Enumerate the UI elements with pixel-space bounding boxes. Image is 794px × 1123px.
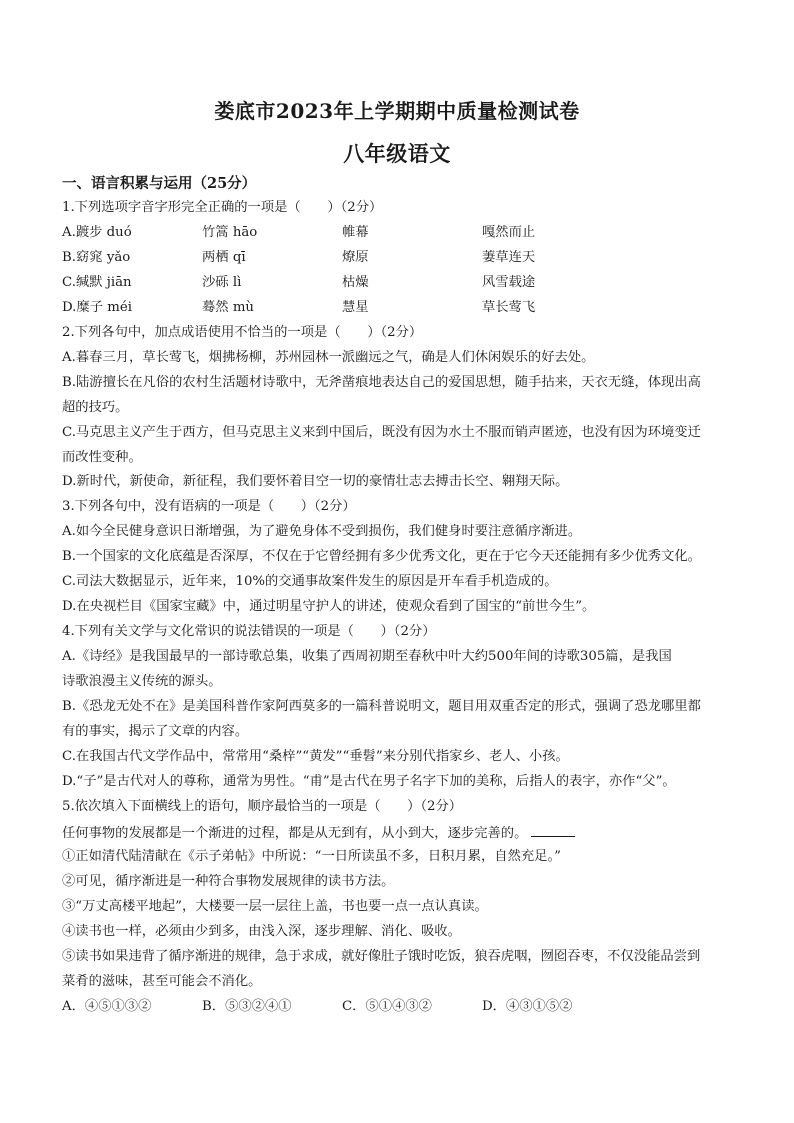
q1-option-a-word4: 嘎然而止 — [482, 225, 536, 240]
q1-option-d-word1: D.糜子 méi — [62, 300, 132, 315]
q5-option-d: D．④③①⑤② — [482, 999, 573, 1014]
q1-option-d-word4: 草长莺飞 — [482, 300, 536, 315]
q5-sentence-3: ③“万丈高楼平地起”，大楼要一层一层往上盖，书也要一点一点认真读。 — [62, 899, 488, 914]
q2-option-c-cont: 而改性变种。 — [62, 450, 142, 465]
q4-option-b: B.《恐龙无处不在》是美国科普作家阿西莫多的一篇科普说明文，题目用双重否定的形式，强调了恐龙哪里都 — [62, 699, 701, 714]
q4-option-c: C.在我国古代文学作品中，常常用“桑梓”“黄发”“垂髫”来分别代指家乡、老人、小孩。 — [62, 749, 569, 764]
question-2-stem: 2.下列各句中，加点成语使用不恰当的一项是（ ）（2分） — [62, 325, 423, 340]
q5-sentence-2: ②可见，循序渐进是一种符合事物发展规律的读书方法。 — [62, 874, 395, 889]
q2-option-c: C.马克思主义产生于西方，但马克思主义来到中国后，既没有因为水土不服而销声匿迹，也没有因为环境变迁 — [62, 425, 701, 440]
q5-option-a: A．④⑤①③② — [62, 999, 152, 1014]
q2-option-d: D.新时代，新使命，新征程，我们要怀着目空一切的豪情壮志去搏击长空、翱翔天际。 — [62, 474, 569, 489]
q1-option-b-word3: 燎原 — [342, 250, 369, 265]
exam-title: 娄底市2023年上学期期中质量检测试卷 — [214, 99, 580, 123]
q2-option-b-cont: 超的技巧。 — [62, 400, 129, 415]
q3-option-c: C.司法大数据显示，近年来，10%的交通事故案件发生的原因是开车看手机造成的。 — [62, 574, 558, 589]
q5-sentence-5-cont: 菜肴的滋味，甚至可能会不消化。 — [62, 974, 262, 989]
q1-option-a-word2: 竹篙 hāo — [202, 225, 258, 240]
question-1-stem: 1.下列选项字音字形完全正确的一项是（ ）（2分） — [62, 200, 383, 215]
q5-lead-sentence — [62, 822, 734, 844]
q4-option-d: D.“子”是古代对人的尊称，通常为男性。“甫”是古代在男子名字下加的美称，后指人的表字，亦作“父”。 — [62, 774, 676, 789]
question-5-stem: 5.依次填入下面横线上的语句，顺序最恰当的一项是（ ）（2分） — [62, 799, 463, 814]
q5-sentence-4: ④读书也一样，必须由少到多，由浅入深，逐步理解、消化、吸收。 — [62, 924, 461, 939]
question-4-stem: 4.下列有关文学与文化常识的说法错误的一项是（ ）（2分） — [62, 624, 436, 639]
q3-option-b: B.一个国家的文化底蕴是否深厚，不仅在于它曾经拥有多少优秀文化，更在于它今天还能拥有多少优秀文化。 — [62, 549, 701, 564]
q5-option-b: B．⑤③②④① — [202, 999, 292, 1014]
q2-option-a: A.暮春三月，草长莺飞，烟拂杨柳，苏州园林一派幽远之气，确是人们休闲娱乐的好去处。 — [62, 350, 595, 365]
q1-option-a-word3: 帷幕 — [342, 225, 369, 240]
section-heading: 一、语言积累与运用（25分） — [62, 175, 257, 192]
q1-option-b-word4: 萋草连天 — [482, 250, 536, 265]
q5-lead-text: 任何事物的发展都是一个渐进的过程，都是从无到有，从小到大，逐步完善的。 — [62, 826, 528, 841]
q4-option-a-cont: 诗歌浪漫主义传统的源头。 — [62, 674, 222, 689]
q3-option-a: A.如今全民健身意识日渐增强，为了避免身体不受到损伤，我们健身时要注意循序渐进。 — [62, 524, 582, 539]
fill-blank — [531, 822, 575, 837]
q1-option-c-word2: 沙砾 lì — [202, 275, 242, 290]
q5-sentence-5: ⑤读书如果违背了循序渐进的规律，急于求成，就好像肚子饿时吃饭，狼吞虎咽，囫囵吞枣，不仅没能品尝到 — [62, 949, 701, 964]
q4-option-a: A.《诗经》是我国最早的一部诗歌总集，收集了西周初期至春秋中叶大约500年间的诗歌305篇，是我国 — [62, 649, 672, 664]
q1-option-d-word3: 慧星 — [342, 300, 369, 315]
q5-option-c: C．⑤①④③② — [342, 999, 432, 1014]
q5-sentence-1: ①正如清代陆清献在《示子弟帖》中所说：“一日所读虽不多，日积月累，自然充足。” — [62, 849, 561, 864]
q1-option-d-word2: 蓦然 mù — [202, 300, 254, 315]
q1-option-c-word1: C.缄默 jiān — [62, 275, 132, 290]
q1-option-a-word1: A.踱步 duó — [62, 225, 132, 240]
exam-subtitle: 八年级语文 — [343, 141, 451, 166]
q1-option-c-word3: 枯燥 — [342, 275, 369, 290]
q1-option-b-word1: B.窈窕 yǎo — [62, 250, 131, 265]
q3-option-d: D.在央视栏目《国家宝藏》中，通过明星守护人的讲述，使观众看到了国宝的“前世今生”。 — [62, 599, 596, 614]
q4-option-b-cont: 有的事实，揭示了文章的内容。 — [62, 724, 249, 739]
q1-option-c-word4: 风雪载途 — [482, 275, 536, 290]
q1-option-b-word2: 两栖 qī — [202, 250, 246, 265]
question-3-stem: 3.下列各句中，没有语病的一项是（ ）（2分） — [62, 499, 356, 514]
q2-option-b: B.陆游擅长在凡俗的农村生活题材诗歌中，无斧凿痕地表达自己的爱国思想，随手拈来，天衣无缝，体现出高 — [62, 375, 701, 390]
